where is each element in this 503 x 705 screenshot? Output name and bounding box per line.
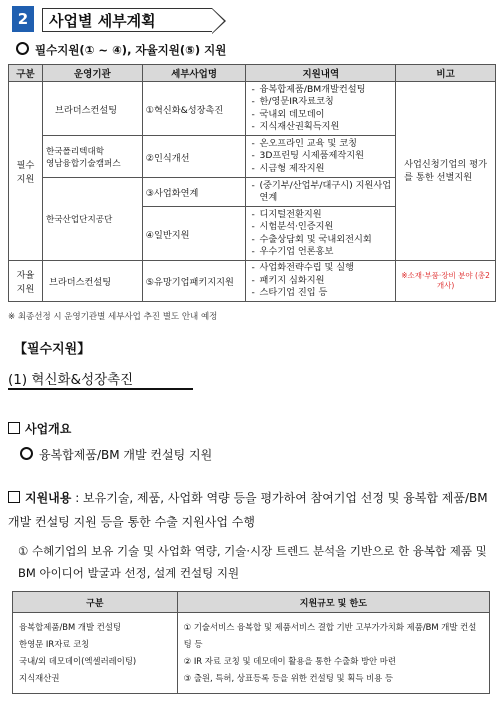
group-mandatory: 필수 지원: [9, 82, 43, 261]
content-paragraph: 지원내용 : 보유기술, 제품, 사업화 역량 등을 평가하여 참여기업 선정 및 융복합 제품/BM 개발 컨설팅 지원 등을 통한 수출 지원사업 수행: [8, 491, 488, 529]
detail-item: - 디지털전환지원: [259, 209, 392, 222]
project-cell: ④일반지원: [142, 207, 246, 261]
circle-bullet-icon: [16, 42, 29, 55]
detail-item: - 사업화전략수립 및 실행: [259, 262, 392, 275]
program-table-header: [9, 65, 496, 82]
remark-autonomous: ※소재·부품·장비 분야 (총2개사): [396, 261, 496, 302]
detail-item: - 우수기업 언론홍보: [259, 246, 392, 259]
overview-text: 융복합제품/BM 개발 컨설팅 지원: [39, 448, 213, 462]
detail-item: - 온오프라인 교육 및 코칭: [259, 138, 392, 151]
detail-item: - 시험분석·인증지원: [259, 221, 392, 234]
org-cell: 한국산업단지공단: [42, 178, 142, 261]
org-cell: 브라더스컨설팅: [42, 261, 142, 302]
header-project: 세부사업명: [142, 65, 246, 82]
support-table-header: [13, 592, 490, 613]
org-cell: 브라더스컨설팅: [42, 82, 142, 136]
project-cell: ⑤유망기업패키지지원: [142, 261, 246, 302]
content-detail: ① 수혜기업의 보유 기술 및 사업화 역량, 기술·시장 트렌드 분석을 기반으로 한 융복합 제품 및 BM 아이디어 발굴과 선정, 설계 컨설팅 지원: [18, 544, 487, 580]
header-scale: 지원규모 및 한도: [177, 592, 489, 613]
project-cell: ①혁신화&성장촉진: [142, 82, 246, 136]
detail-item: - 3D프린팅 시제품제작지원: [259, 150, 392, 163]
group-autonomous: 자율 지원: [9, 261, 43, 302]
details-cell: [246, 261, 396, 302]
table-row: [13, 613, 490, 694]
heading-underline: [8, 388, 193, 390]
subtitle-text: 필수지원(① ~ ④), 자율지원(⑤) 지원: [35, 43, 227, 57]
org-cell: 한국폴리텍대학 영남융합기술캠퍼스: [42, 136, 142, 178]
list-item: 융복합제품/BM 개발 컨설팅: [19, 622, 122, 632]
header-details: 지원내역: [246, 65, 396, 82]
program-table: [8, 64, 496, 302]
division-cell: [13, 613, 178, 694]
detail-item: - 수출상담회 및 국내외전시회: [259, 234, 392, 247]
detail-item: - 융복합제품/BM개발컨설팅: [259, 84, 392, 97]
list-item: 국내/외 데모데이(엑셀러레이팅): [19, 656, 137, 666]
list-item: ① 기술서비스 융복합 및 제품서비스 결합 기반 고부가가치화 제품/BM 개발 컨설팅 등: [183, 622, 477, 649]
support-table: [12, 591, 490, 694]
project-cell: ②인식개선: [142, 136, 246, 178]
list-item: ② IR 자료 코칭 및 데모데이 활용을 통한 수출화 방안 마련: [183, 656, 396, 666]
content-text: 보유기술, 제품, 사업화 역량 등을 평가하여 참여기업 선정 및 융복합 제품/BM 개발 컨설팅 지원 등을 통한 수출 지원사업 수행: [8, 491, 488, 529]
detail-item: - 지식재산권획득지원: [259, 121, 392, 134]
list-item: ③ 출원, 특허, 상표등록 등을 위한 컨설팅 및 획득 비용 등: [183, 673, 394, 683]
details-cell: [246, 178, 396, 207]
square-bullet-icon: [8, 491, 20, 503]
header-category: 구분: [9, 65, 43, 82]
overview-heading: [8, 420, 71, 437]
circle-bullet-icon: [20, 447, 33, 460]
detail-item: - 스타기업 진입 등: [259, 287, 392, 300]
list-item: 지식재산권: [19, 673, 60, 683]
header-org: 운영기관: [42, 65, 142, 82]
details-cell: [246, 136, 396, 178]
detail-item: - 국내외 데모데이: [259, 109, 392, 122]
detail-item: - (중기부/산업부/대구시) 지원사업 연계: [259, 180, 392, 205]
table-row: [9, 261, 496, 302]
project-cell: ③사업화연계: [142, 178, 246, 207]
overview-label: 사업개요: [25, 422, 72, 436]
remark-mandatory: 사업신청기업의 평가를 통한 선별지원: [396, 82, 496, 261]
section-title: 사업별 세부계획: [42, 8, 212, 32]
header-remarks: 비고: [396, 65, 496, 82]
heading-mandatory: 【필수지원】: [14, 342, 91, 357]
heading-subsection: (1) 혁신화&성장촉진: [8, 372, 134, 388]
detail-item: - 시금형 제작지원: [259, 163, 392, 176]
subtitle-line: [16, 42, 226, 58]
square-bullet-icon: [8, 422, 20, 434]
overview-item: [20, 446, 212, 463]
header-division: 구분: [13, 592, 178, 613]
table-note: ※ 최종선정 시 운영기관별 세부사업 추진 별도 안내 예정: [8, 312, 218, 322]
table-row: [9, 82, 496, 136]
section-header: [8, 6, 213, 34]
detail-item: - 패키지 심화지원: [259, 275, 392, 288]
detail-item: - 한/영문IR자료코칭: [259, 96, 392, 109]
section-number: 2: [12, 6, 34, 32]
list-item: 한영문 IR자료 코칭: [19, 639, 90, 649]
details-cell: [246, 82, 396, 136]
details-cell: [246, 207, 396, 261]
content-label: 지원내용: [25, 491, 72, 505]
scale-cell: [177, 613, 489, 694]
